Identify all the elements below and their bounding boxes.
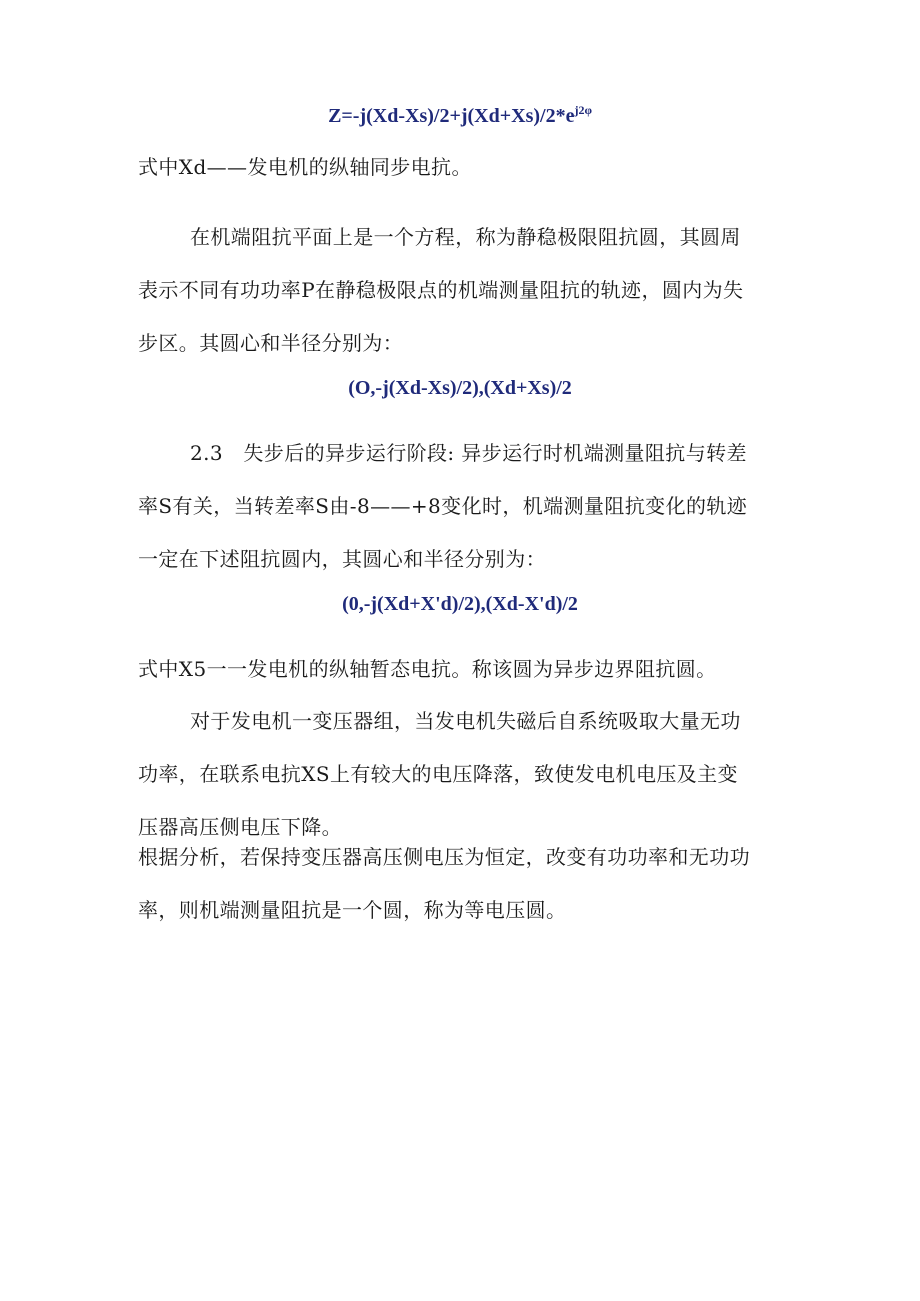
text-line: 表示不同有功功率P在静稳极限点的机端测量阻抗的轨迹，圆内为失 (138, 278, 744, 302)
text-line: 根据分析，若保持变压器高压侧电压为恒定，改变有功功率和无功功 (138, 845, 750, 869)
formula-impedance-z-main: Z=-j(Xd-Xs)/2+j(Xd+Xs)/2*e (328, 105, 575, 127)
text-line: 率S有关，当转差率S由-8——+8变化时，机端测量阻抗变化的轨迹 (138, 494, 748, 518)
text-line: 对于发电机一变压器组，当发电机失磁后自系统吸取大量无功 (190, 709, 741, 733)
text-line: 一定在下述阻抗圆内，其圆心和半径分别为： (138, 547, 546, 571)
formula-static-circle-center-radius: (O,-j(Xd-Xs)/2),(Xd+Xs)/2 (348, 377, 572, 399)
paragraph-equal-voltage-circle (138, 831, 788, 937)
formula-impedance-z-exponent: j2φ (574, 103, 592, 117)
text-line: 功率，在联系电抗XS上有较大的电压降落，致使发电机电压及主变 (138, 762, 738, 786)
text-line: 式中Xd——发电机的纵轴同步电抗。 (138, 155, 472, 179)
paragraph-async-operation (138, 427, 788, 586)
paragraph-xd-definition (138, 141, 788, 194)
text-line: 式中X5一一发电机的纵轴暂态电抗。称该圆为异步边界阻抗圆。 (138, 657, 717, 681)
formula-impedance-z (0, 104, 920, 128)
text-line: 在机端阻抗平面上是一个方程，称为静稳极限阻抗圆，其圆周 (190, 225, 741, 249)
paragraph-static-stability-circle (138, 211, 788, 370)
text-line: 2.3 失步后的异步运行阶段: 异步运行时机端测量阻抗与转差 (190, 441, 747, 465)
text-line: 压器高压侧电压下降。 (138, 815, 342, 839)
text-line: 率，则机端测量阻抗是一个圆，称为等电压圆。 (138, 898, 567, 922)
text-line: 步区。其圆心和半径分别为： (138, 331, 404, 355)
paragraph-x5-definition (138, 643, 788, 696)
formula-async-circle-center-radius: (0,-j(Xd+X'd)/2),(Xd-X'd)/2 (342, 593, 578, 615)
